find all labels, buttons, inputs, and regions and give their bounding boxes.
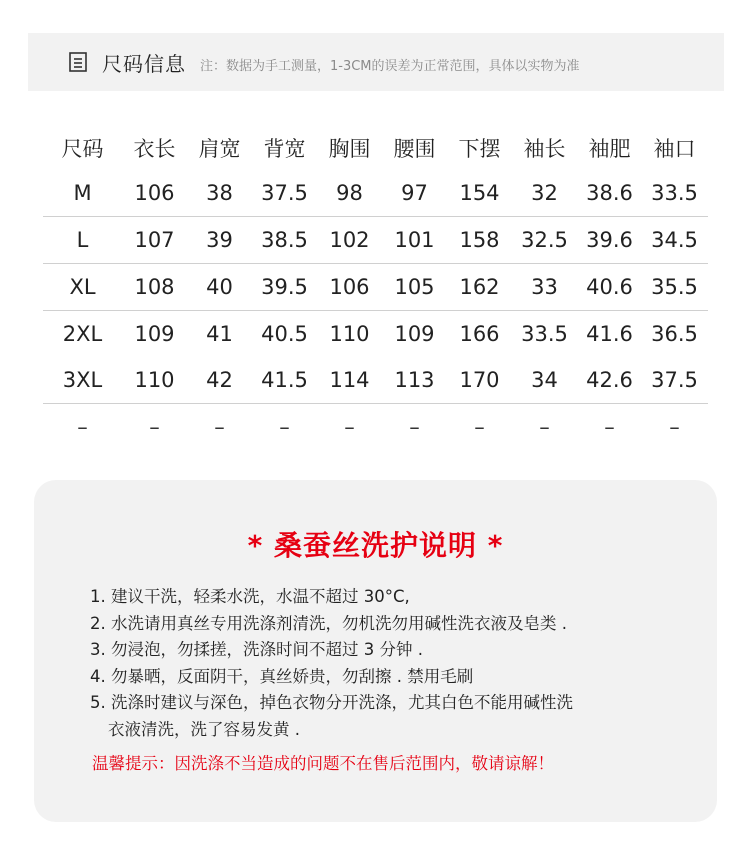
size-info-header bbox=[28, 33, 724, 91]
table-cell: 33 bbox=[531, 275, 558, 299]
table-cell: 114 bbox=[329, 368, 370, 392]
table-cell: 37.5 bbox=[261, 181, 308, 205]
column-header: 袖口 bbox=[653, 137, 696, 161]
table-cell: 39 bbox=[206, 228, 233, 252]
table-cell: 39.5 bbox=[261, 275, 308, 299]
table-row bbox=[43, 357, 708, 404]
table-cell: 101 bbox=[394, 228, 435, 252]
table-cell: 33.5 bbox=[521, 322, 568, 346]
table-cell: – bbox=[149, 415, 160, 439]
table-cell: 158 bbox=[459, 228, 500, 252]
table-cell: 42 bbox=[206, 368, 233, 392]
table-cell: 110 bbox=[329, 322, 370, 346]
table-cell: 97 bbox=[401, 181, 428, 205]
table-cell: 41.6 bbox=[586, 322, 633, 346]
column-header: 背宽 bbox=[263, 137, 306, 161]
table-cell: 113 bbox=[394, 368, 435, 392]
table-row bbox=[43, 311, 708, 357]
table-cell: – bbox=[77, 415, 88, 439]
table-cell: – bbox=[539, 415, 550, 439]
table-cell: 106 bbox=[329, 275, 370, 299]
table-cell: 107 bbox=[134, 228, 175, 252]
table-cell: 38.6 bbox=[586, 181, 633, 205]
table-cell: 42.6 bbox=[586, 368, 633, 392]
table-header-row bbox=[43, 126, 708, 170]
table-cell: – bbox=[214, 415, 225, 439]
table-cell: 162 bbox=[459, 275, 500, 299]
table-cell: XL bbox=[69, 275, 96, 299]
table-cell: 98 bbox=[336, 181, 363, 205]
column-header: 袖肥 bbox=[588, 137, 631, 161]
table-cell: 106 bbox=[134, 181, 175, 205]
care-list bbox=[90, 584, 690, 743]
table-cell: 170 bbox=[459, 368, 500, 392]
care-instructions-panel bbox=[34, 480, 717, 822]
table-cell: – bbox=[409, 415, 420, 439]
table-cell: – bbox=[669, 415, 680, 439]
column-header: 衣长 bbox=[133, 137, 176, 161]
table-cell: 105 bbox=[394, 275, 435, 299]
table-cell: 32 bbox=[531, 181, 558, 205]
table-cell: 36.5 bbox=[651, 322, 698, 346]
table-cell: 39.6 bbox=[586, 228, 633, 252]
size-table bbox=[43, 126, 708, 450]
table-cell: – bbox=[344, 415, 355, 439]
column-header: 腰围 bbox=[393, 137, 436, 161]
column-header: 胸围 bbox=[328, 137, 371, 161]
table-cell: 2XL bbox=[62, 322, 103, 346]
page-title: 尺码信息 bbox=[102, 51, 186, 76]
table-cell: 41 bbox=[206, 322, 233, 346]
table-cell: L bbox=[76, 228, 89, 252]
table-row bbox=[43, 217, 708, 264]
table-cell: 40 bbox=[206, 275, 233, 299]
table-cell: 33.5 bbox=[651, 181, 698, 205]
table-cell: 40.5 bbox=[261, 322, 308, 346]
table-cell: 108 bbox=[134, 275, 175, 299]
table-cell: 110 bbox=[134, 368, 175, 392]
care-line: 3. 勿浸泡，勿揉搓，洗涤时间不超过 3 分钟 . bbox=[90, 640, 423, 659]
list-document-icon bbox=[68, 50, 90, 74]
table-cell: 37.5 bbox=[651, 368, 698, 392]
column-header: 下摆 bbox=[458, 137, 501, 161]
table-cell: 41.5 bbox=[261, 368, 308, 392]
table-cell: 34 bbox=[531, 368, 558, 392]
column-header: 尺码 bbox=[61, 137, 104, 161]
table-cell: – bbox=[604, 415, 615, 439]
table-row bbox=[43, 264, 708, 311]
measurement-note: 注：数据为手工测量，1-3CM的误差为正常范围，具体以实物为准 bbox=[200, 58, 580, 74]
column-header: 肩宽 bbox=[198, 137, 241, 161]
care-line: 5. 洗涤时建议与深色，掉色衣物分开洗涤，尤其白色不能用碱性洗 bbox=[90, 693, 573, 712]
care-line: 衣液清洗，洗了容易发黄 . bbox=[108, 719, 300, 739]
table-cell: – bbox=[279, 415, 290, 439]
table-cell: 38.5 bbox=[261, 228, 308, 252]
care-title: * 桑蚕丝洗护说明 * bbox=[247, 529, 504, 562]
table-cell: 40.6 bbox=[586, 275, 633, 299]
care-line: 4. 勿暴晒，反面阴干，真丝娇贵，勿刮擦 . 禁用毛刷 bbox=[90, 666, 474, 686]
table-row bbox=[43, 404, 708, 450]
care-line: 1. 建议干洗，轻柔水洗，水温不超过 30°C, bbox=[90, 587, 410, 606]
column-header: 袖长 bbox=[523, 137, 566, 161]
table-cell: 34.5 bbox=[651, 228, 698, 252]
table-cell: 154 bbox=[459, 181, 500, 205]
table-cell: 32.5 bbox=[521, 228, 568, 252]
table-cell: 35.5 bbox=[651, 275, 698, 299]
table-cell: M bbox=[73, 181, 92, 205]
table-cell: – bbox=[474, 415, 485, 439]
table-cell: 38 bbox=[206, 181, 233, 205]
table-cell: 109 bbox=[134, 322, 175, 346]
table-cell: 3XL bbox=[62, 368, 103, 392]
table-cell: 166 bbox=[459, 322, 500, 346]
table-cell: 109 bbox=[394, 322, 435, 346]
table-cell: 102 bbox=[329, 228, 370, 252]
care-warning: 温馨提示：因洗涤不当造成的问题不在售后范围内，敬请谅解！ bbox=[92, 754, 554, 773]
table-row bbox=[43, 170, 708, 217]
care-line: 2. 水洗请用真丝专用洗涤剂清洗，勿机洗勿用碱性洗衣液及皂类 . bbox=[90, 613, 567, 633]
